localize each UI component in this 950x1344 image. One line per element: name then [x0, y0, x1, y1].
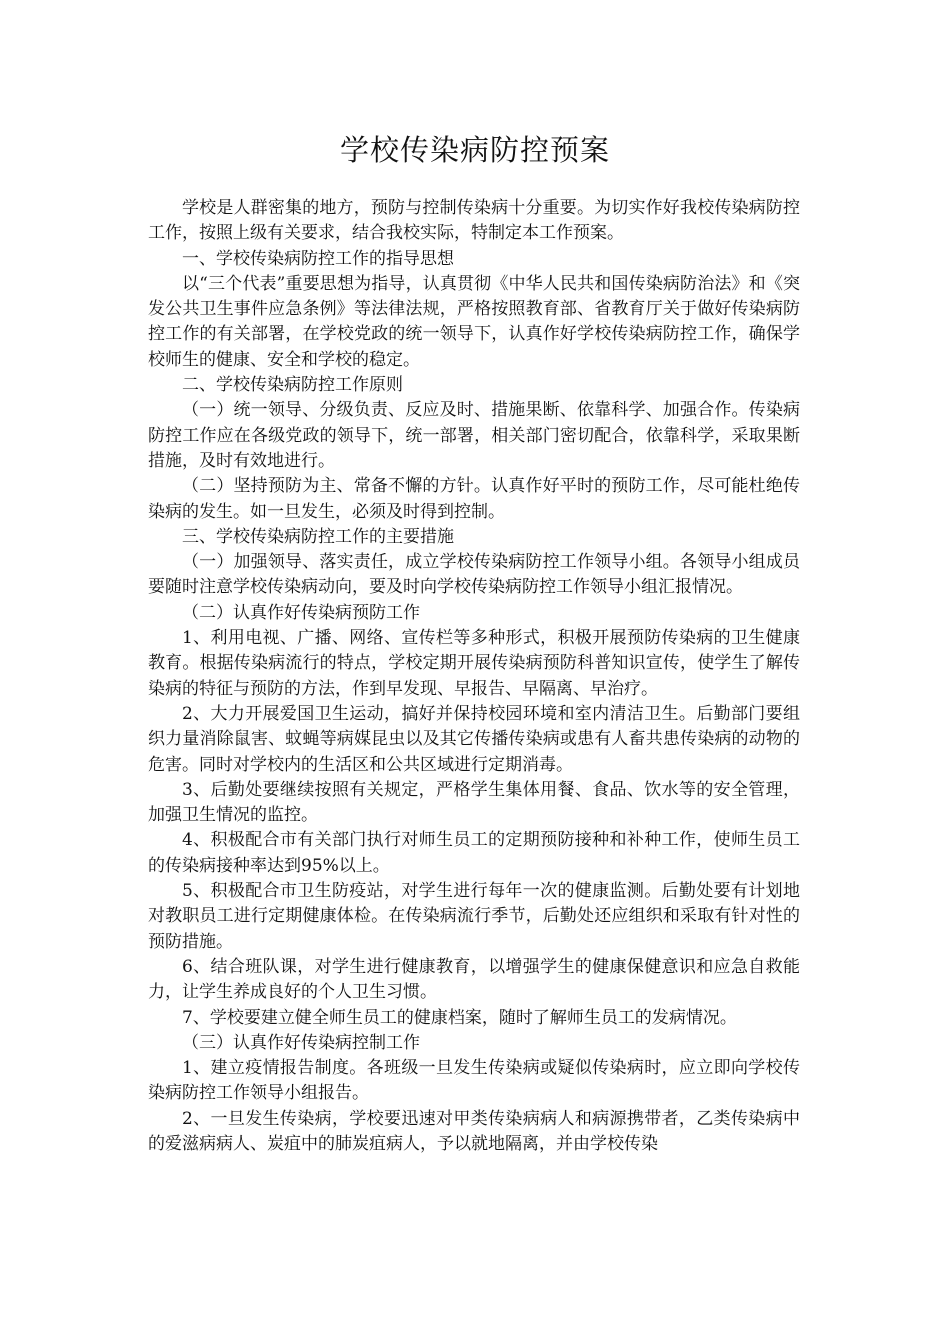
list-item-prevention-7: 7、学校要建立健全师生员工的健康档案，随时了解师生员工的发病情况。 [182, 1007, 737, 1028]
list-item-prevention-2: 2、大力开展爱国卫生运动，搞好并保持校园环境和室内清洁卫生。后勤部门要组织力量消除鼠害、蚊蝇等病媒昆虫以及其它传播传染病或患有人畜共患传染病的动物的危害。同时对学校内的生活区和公共区域进行定期消毒。 [148, 703, 800, 775]
paragraph-principle-1: （一）统一领导、分级负责、反应及时、措施果断、依靠科学、加强合作。传染病防控工作应在各级党政的领导下，统一部署，相关部门密切配合，依靠科学，采取果断措施，及时有效地进行。 [148, 400, 800, 471]
subheading-control: （三）认真作好传染病控制工作 [182, 1032, 420, 1053]
list-item-prevention-5: 5、积极配合市卫生防疫站，对学生进行每年一次的健康监测。后勤处要有计划地对教职员工进行定期健康体检。在传染病流行季节，后勤处还应组织和采取有针对性的预防措施。 [148, 881, 800, 952]
list-item-prevention-1: 1、利用电视、广播、网络、宣传栏等多种形式，积极开展预防传染病的卫生健康教育。根据传染病流行的特点，学校定期开展传染病预防科普知识宣传，使学生了解传染病的特征与预防的方法，作到早发现、早报告、早隔离、早治疗。 [148, 628, 800, 699]
list-item-control-1: 1、建立疫情报告制度。各班级一旦发生传染病或疑似传染病时，应立即向学校传染病防控工作领导小组报告。 [148, 1058, 800, 1104]
paragraph-measure-leadership: （一）加强领导、落实责任，成立学校传染病防控工作领导小组。各领导小组成员要随时注意学校传染病动向，要及时向学校传染病防控工作领导小组汇报情况。 [148, 552, 800, 598]
heading-principles: 二、学校传染病防控工作原则 [182, 375, 403, 396]
list-item-prevention-6: 6、结合班队课，对学生进行健康教育，以增强学生的健康保健意识和应急自救能力，让学生养成良好的个人卫生习惯。 [148, 956, 800, 1003]
list-item-prevention-4: 4、积极配合市有关部门执行对师生员工的定期预防接种和补种工作，使师生员工的传染病接种率达到95%以上。 [148, 830, 800, 876]
list-item-prevention-3: 3、后勤处要继续按照有关规定，严格学生集体用餐、食品、饮水等的安全管理，加强卫生情况的监控。 [148, 779, 800, 826]
list-item-control-2: 2、一旦发生传染病，学校要迅速对甲类传染病病人和病源携带者，乙类传染病中的爱滋病病人、炭疽中的肺炭疽病人，予以就地隔离，并由学校传染 [148, 1108, 800, 1154]
paragraph-principle-2: （二）坚持预防为主、常备不懈的方针。认真作好平时的预防工作，尽可能杜绝传染病的发生。如一旦发生，必须及时得到控制。 [148, 476, 800, 522]
document-body [148, 196, 800, 1157]
document-title: 学校传染病防控预案 [339, 133, 610, 167]
subheading-prevention: （二）认真作好传染病预防工作 [182, 602, 420, 623]
paragraph-guiding-ideology: 以“三个代表”重要思想为指导，认真贯彻《中华人民共和国传染病防治法》和《突发公共卫生事件应急条例》等法律法规，严格按照教育部、省教育厅关于做好传染病防控工作的有关部署，在学校党政的统一领导下，认真作好学校传染病防控工作，确保学校师生的健康、安全和学校的稳定。 [148, 273, 800, 370]
heading-guiding-ideology: 一、学校传染病防控工作的指导思想 [182, 248, 454, 269]
heading-main-measures: 三、学校传染病防控工作的主要措施 [182, 526, 454, 547]
paragraph-intro: 学校是人群密集的地方，预防与控制传染病十分重要。为切实作好我校传染病防控工作，按照上级有关要求，结合我校实际，特制定本工作预案。 [148, 198, 800, 244]
